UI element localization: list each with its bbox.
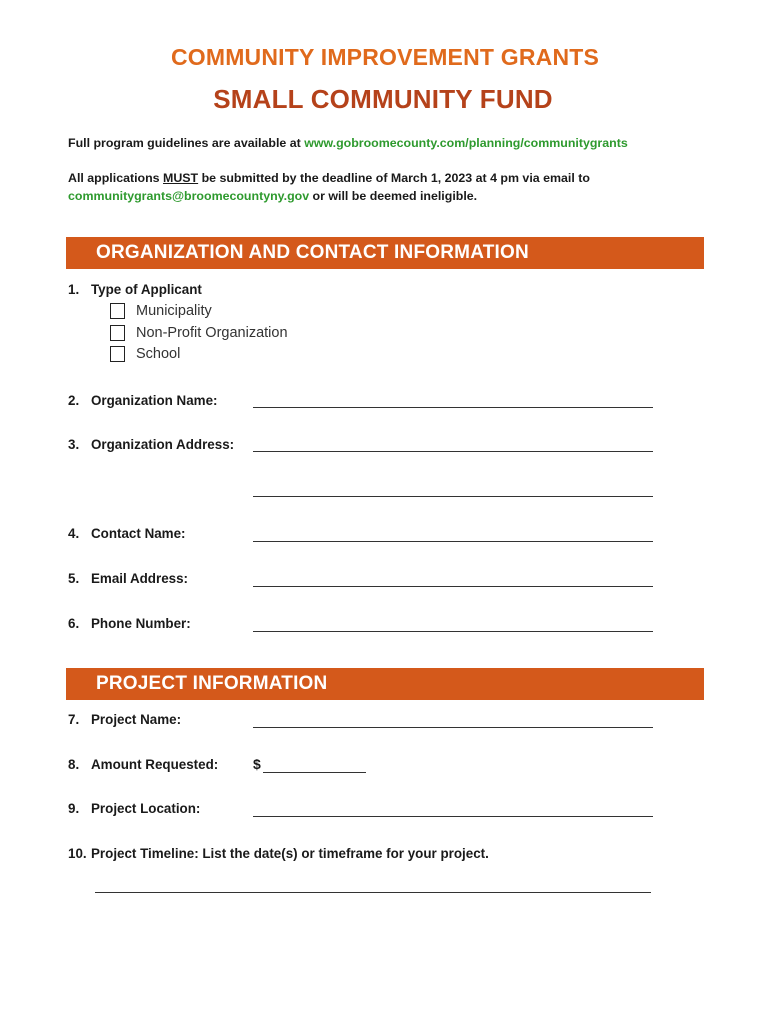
project-name-field[interactable]	[253, 727, 653, 728]
question-organization-address	[68, 437, 234, 452]
deadline-text	[68, 169, 708, 205]
section-project-header	[66, 668, 704, 700]
option-non-profit[interactable]	[110, 325, 288, 341]
email-address-field[interactable]	[253, 586, 653, 587]
section-org-header	[66, 237, 704, 269]
question-label: Amount Requested:	[91, 757, 219, 772]
question-number: 2.	[68, 393, 80, 408]
option-label: Municipality	[136, 303, 212, 319]
question-label: Phone Number:	[91, 616, 191, 631]
guidelines-prefix: Full program guidelines are available at	[68, 136, 305, 150]
guidelines-text	[68, 134, 628, 152]
question-project-name	[68, 712, 181, 727]
guidelines-link[interactable]: www.gobroomecounty.com/planning/communitygrants	[304, 136, 628, 150]
question-label: Project Name:	[91, 712, 182, 727]
question-number: 3.	[68, 437, 80, 452]
question-label: Contact Name:	[91, 526, 186, 541]
deadline-must: MUST	[163, 171, 199, 185]
checkbox[interactable]	[110, 303, 125, 319]
phone-number-field[interactable]	[253, 631, 653, 632]
question-number: 1.	[68, 282, 80, 297]
question-email-address	[68, 571, 188, 586]
question-contact-name	[68, 526, 186, 541]
question-label: Organization Address:	[91, 437, 235, 452]
currency-symbol: $	[253, 756, 261, 772]
question-number: 9.	[68, 801, 80, 816]
project-location-field[interactable]	[253, 816, 653, 817]
deadline-part3: or will be deemed ineligible.	[309, 189, 478, 203]
checkbox[interactable]	[110, 325, 125, 341]
question-type-of-applicant	[68, 282, 202, 297]
question-project-location	[68, 801, 200, 816]
project-timeline-field[interactable]	[95, 892, 651, 893]
email-link[interactable]: communitygrants@broomecountyny.gov	[68, 189, 310, 203]
option-municipality[interactable]	[110, 303, 212, 319]
section-project-title: PROJECT INFORMATION	[96, 673, 328, 694]
question-number: 8.	[68, 757, 80, 772]
question-label: Email Address:	[91, 571, 188, 586]
option-school[interactable]	[110, 346, 180, 362]
question-number: 4.	[68, 526, 80, 541]
option-label: School	[136, 346, 181, 362]
organization-address-field-line1[interactable]	[253, 451, 653, 452]
question-phone-number	[68, 616, 191, 631]
page-title: COMMUNITY IMPROVEMENT GRANTS	[170, 44, 600, 70]
page-subtitle: SMALL COMMUNITY FUND	[213, 84, 553, 114]
checkbox[interactable]	[110, 346, 125, 362]
question-number: 7.	[68, 712, 80, 727]
question-label: Project Location:	[91, 801, 201, 816]
question-label: Type of Applicant	[91, 282, 202, 297]
question-amount-requested	[68, 757, 218, 772]
question-organization-name	[68, 393, 218, 408]
question-label: Organization Name:	[91, 393, 218, 408]
contact-name-field[interactable]	[253, 541, 653, 542]
question-project-timeline	[68, 846, 489, 861]
amount-requested-field[interactable]	[263, 772, 366, 773]
deadline-part1: All applications	[68, 171, 164, 185]
question-number: 10.	[68, 846, 87, 861]
organization-address-field-line2[interactable]	[253, 496, 653, 497]
question-number: 6.	[68, 616, 80, 631]
section-org-title: ORGANIZATION AND CONTACT INFORMATION	[96, 242, 529, 263]
organization-name-field[interactable]	[253, 407, 653, 408]
question-label: Project Timeline: List the date(s) or timeframe for your project.	[91, 846, 489, 861]
question-number: 5.	[68, 571, 80, 586]
option-label: Non-Profit Organization	[136, 325, 288, 341]
deadline-part2: be submitted by the deadline of March 1, 2023 at 4 pm via email to	[198, 171, 590, 185]
